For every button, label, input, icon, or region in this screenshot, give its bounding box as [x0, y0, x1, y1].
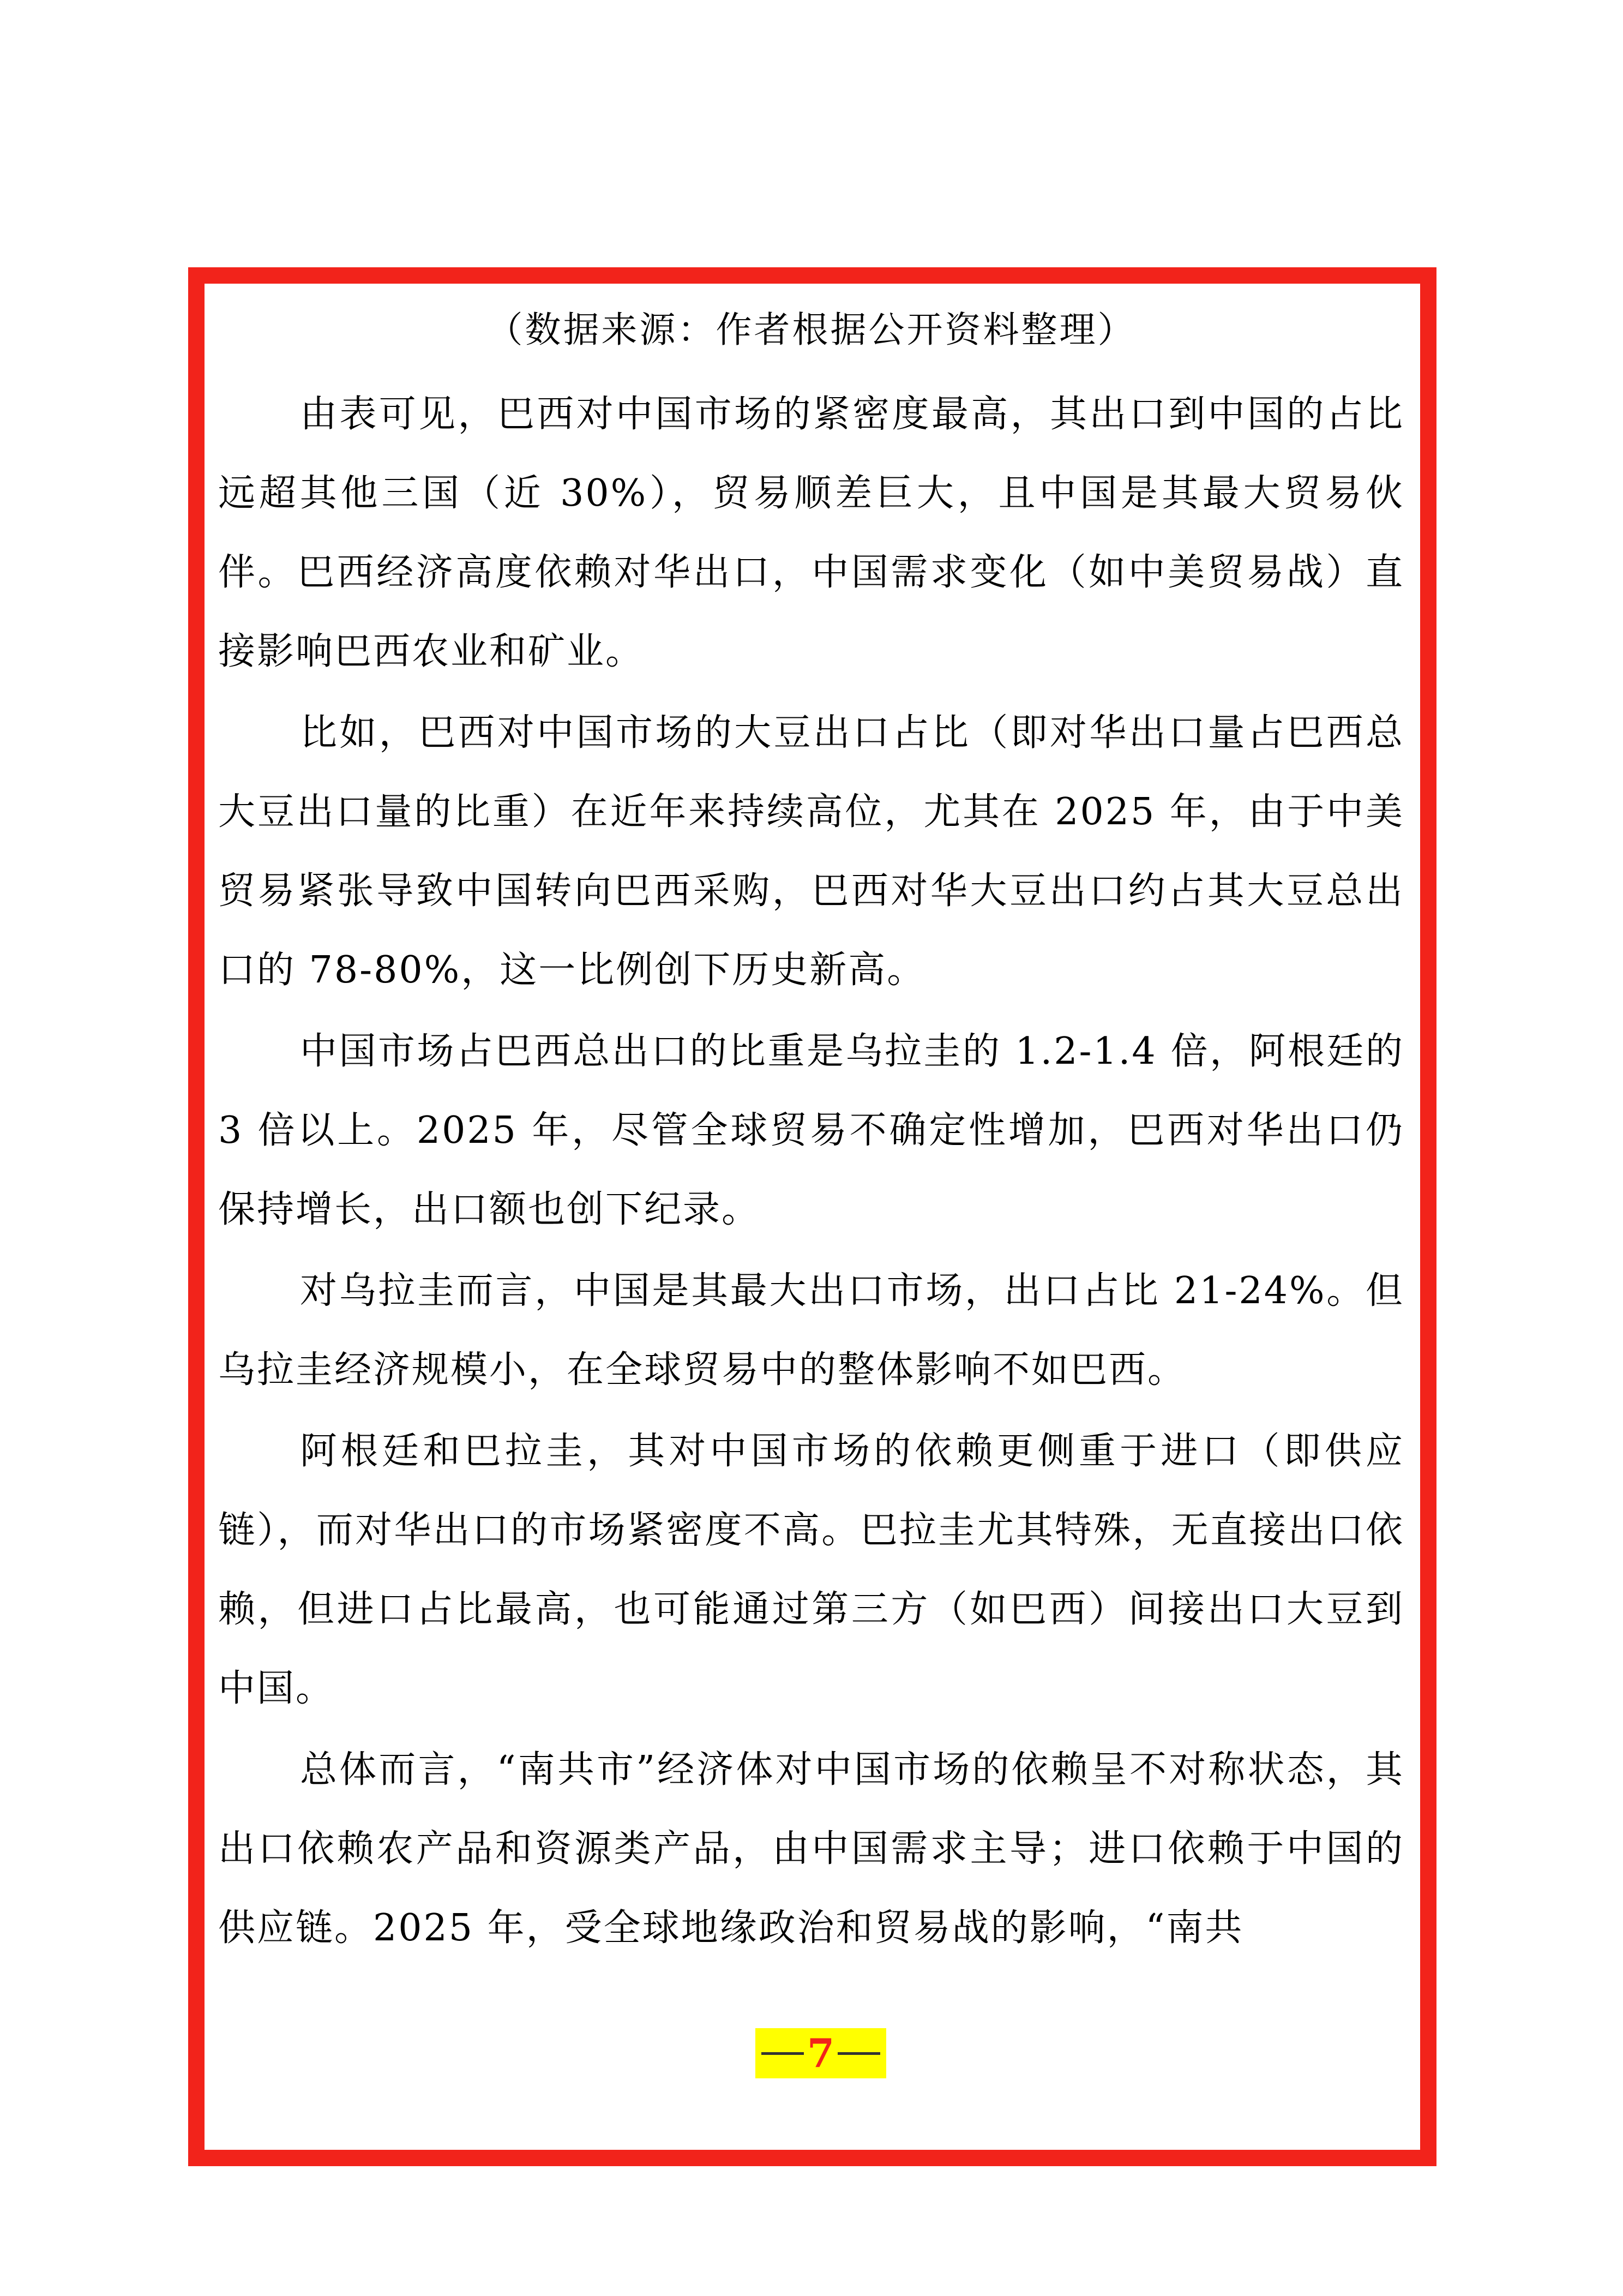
page-number-left-dash [761, 2052, 804, 2055]
paragraph-summary: 总体而言，“南共市”经济体对中国市场的依赖呈不对称状态，其出口依赖农产品和资源类产品，由中国需求主导；进口依赖于中国的供应链。2025 年，受全球地缘政治和贸易战的影响，“南共 [218, 1748, 1404, 1950]
page-number-badge [755, 2028, 886, 2078]
paragraph-uruguay: 对乌拉圭而言，中国是其最大出口市场，出口占比 21-24%。但乌拉圭经济规模小，在全球贸易中的整体影响不如巴西。 [218, 1269, 1404, 1392]
page-number: 7 [807, 2030, 835, 2076]
paragraph-soybean-exports: 比如，巴西对中国市场的大豆出口占比（即对华出口量占巴西总大豆出口量的比重）在近年来持续高位，尤其在 2025 年，由于中美贸易紧张导致中国转向巴西采购，巴西对华大豆出口约占其大豆总出口的 78-80%，这一比例创下历史新高。 [218, 711, 1404, 992]
paragraph-china-share-comparison: 中国市场占巴西总出口的比重是乌拉圭的 1.2-1.4 倍，阿根廷的 3 倍以上。2025 年，尽管全球贸易不确定性增加，巴西对华出口仍保持增长，出口额也创下纪录。 [218, 1030, 1404, 1231]
data-source-note: （数据来源：作者根据公开资料整理） [486, 309, 1136, 351]
page-number-right-dash [838, 2052, 880, 2055]
paragraph-argentina-paraguay: 阿根廷和巴拉圭，其对中国市场的依赖更侧重于进口（即供应链），而对华出口的市场紧密度不高。巴拉圭尤其特殊，无直接出口依赖，但进口占比最高，也可能通过第三方（如巴西）间接出口大豆到中国。 [218, 1430, 1404, 1710]
document-body [218, 305, 1404, 1968]
paragraph-brazil-dependence: 由表可见，巴西对中国市场的紧密度最高，其出口到中国的占比远超其他三国（近 30%），贸易顺差巨大，且中国是其最大贸易伙伴。巴西经济高度依赖对华出口，中国需求变化（如中美贸易战）直接影响巴西农业和矿业。 [218, 393, 1404, 673]
